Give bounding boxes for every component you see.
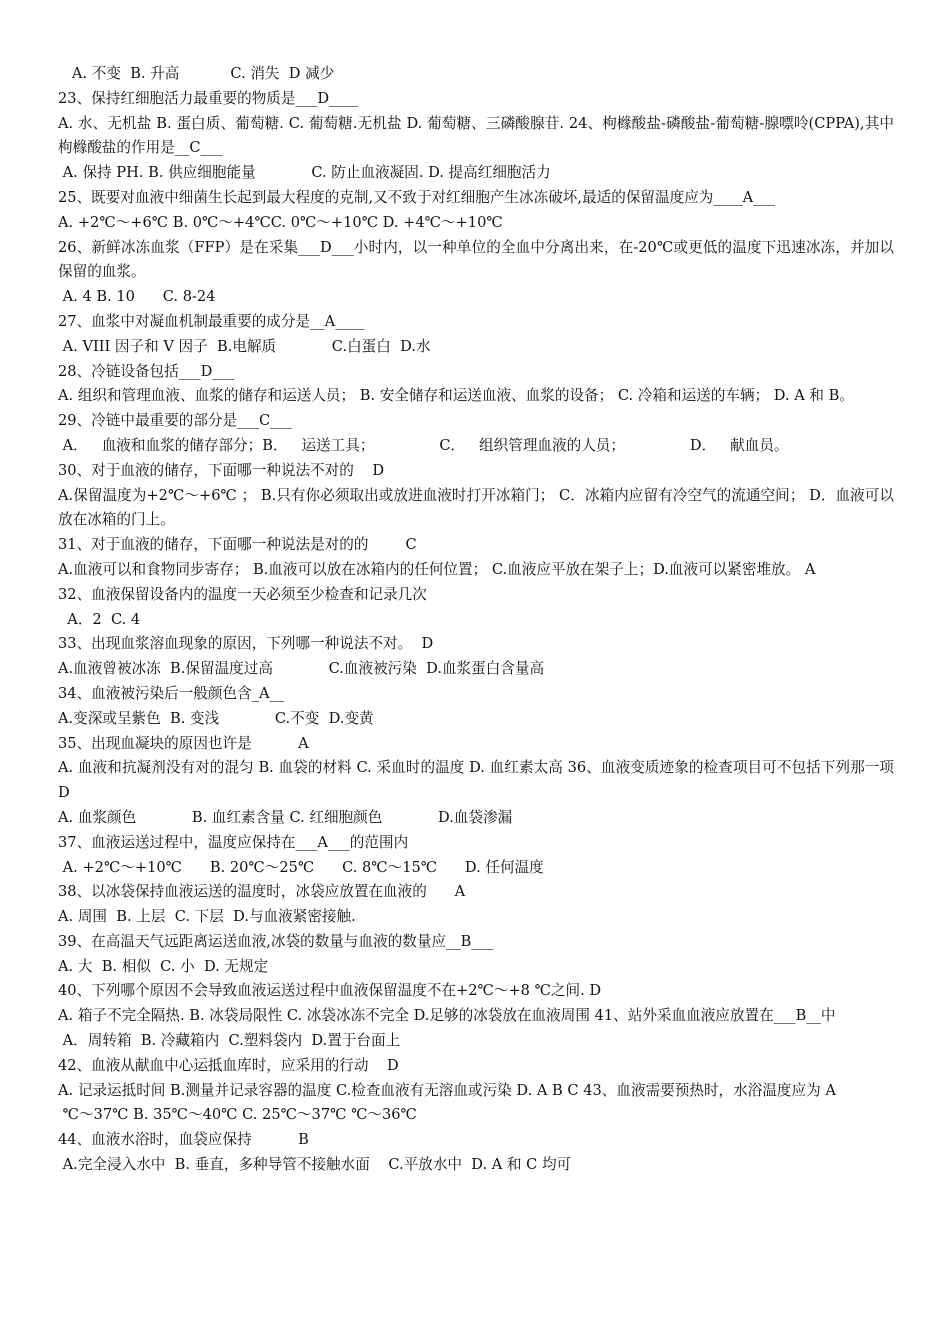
text-line: A. 血浆颜色 B. 血红素含量 C. 红细胞颜色 D.血袋渗漏 [58,808,513,826]
text-line: 35、出现血凝块的原因也许是 A [58,734,309,752]
text-line: A. 箱子不完全隔热. B. 冰袋局限性 C. 冰袋冰冻不完全 D.足够的冰袋放在血液周围 41、站外采血血液应放置在___B__中 [58,1007,836,1025]
text-line: A． 血液和血浆的储存部分；B． 运送工具； C． 组织管理血液的人员； D． 献血员。 [58,436,789,454]
text-line: 31、对于血液的储存，下面哪一种说法是对的的 C [58,536,417,554]
text-line: 30、对于血液的储存，下面哪一种说法不对的 D [58,461,385,479]
text-line: A. 血液和抗凝剂没有对的混匀 B. 血袋的材料 C. 采血时的温度 D. 血红素太高 36、血液变质迹象的检查项目可不包括下列那一项 D [58,759,894,802]
text-line: A.血液曾被冰冻 B.保留温度过高 C.血液被污染 D.血浆蛋白含量高 [58,660,545,678]
text-line: A.完全浸入水中 B. 垂直，多种导管不接触水面 C.平放水中 D. A 和 C 均可 [58,1156,572,1174]
text-line: A. 保持 PH. B. 供应细胞能量 C. 防止血液凝固. D. 提高红细胞活力 [58,164,551,182]
text-line: 32、血液保留设备内的温度一天必须至少检查和记录几次 [58,585,427,603]
text-line: 33、出现血浆溶血现象的原因，下列哪一种说法不对。 D [58,635,434,653]
text-line: A．周转箱 B. 冷藏箱内 C.塑料袋内 D.置于台面上 [58,1032,401,1050]
text-line: A．2 C. 4 [58,610,141,628]
text-line: A. +2℃～+10℃ B. 20℃～25℃ C. 8℃～15℃ D. 任何温度 [58,858,544,876]
text-line: A. 记录运抵时间 B.测量并记录容器的温度 C.检查血液有无溶血或污染 D. A B C 43、血液需要预热时，水浴温度应为 A [58,1081,836,1099]
text-line: 44、血液水浴时，血袋应保持 B [58,1131,309,1149]
text-line: A. +2℃～+6℃ B. 0℃～+4℃C. 0℃～+10℃ D. +4℃～+10℃ [58,213,503,231]
text-line: 37、血液运送过程中，温度应保持在___A___的范围内 [58,833,409,851]
text-line: A.变深或呈紫色 B. 变浅 C.不变 D.变黄 [58,709,374,727]
text-line: A. 组织和管理血液、血浆的储存和运送人员； B. 安全储存和运送血液、血浆的设备； C. 冷箱和运送的车辆； D. A 和 B。 [58,387,854,405]
text-line: 29、冷链中最重要的部分是___C___ [58,412,293,430]
text-line: 38、以冰袋保持血液运送的温度时，冰袋应放置在血液的 A [58,883,466,901]
text-line: A. VIII 因子和 V 因子 B.电解质 C.白蛋白 D.水 [58,337,431,355]
text-line: A.血液可以和食物同步寄存； B.血液可以放在冰箱内的任何位置； C.血液应平放在架子上；D.血液可以紧密堆放。 A [58,560,816,578]
text-line: 42、血液从献血中心运抵血库时，应采用的行动 D [58,1056,399,1074]
text-line: 40、下列哪个原因不会导致血液运送过程中血液保留温度不在+2℃～+8 ℃之间. D [58,982,602,1000]
text-line: ℃～37℃ B. 35℃～40℃ C. 25℃～37℃ ℃～36℃ [58,1106,417,1124]
text-line: 27、血浆中对凝血机制最重要的成分是__A____ [58,312,365,330]
document-page [58,62,894,1178]
text-line: 26、新鲜冰冻血浆（FFP）是在采集___D___小时内，以一种单位的全血中分离出来，在-20℃或更低的温度下迅速冰冻，并加以保留的血浆。 [58,238,894,281]
text-line: 23、保持红细胞活力最重要的物质是___D____ [58,89,359,107]
text-line: A. 水、无机盐 B. 蛋白质、葡萄糖. C. 葡萄糖.无机盐 D. 葡萄糖、三磷酸腺苷. 24、枸橼酸盐-磷酸盐-葡萄糖-腺嘌呤(CPPA),其中枸橼酸盐的作用是__C___ [58,114,894,157]
text-line: A. 大 B. 相似 C. 小 D. 无规定 [58,957,269,975]
text-line: A. 4 B. 10 C. 8-24 [58,288,216,306]
text-line: 34、血液被污染后一般颜色含_A__ [58,684,285,702]
text-line: A.保留温度为+2℃～+6℃ ； B.只有你必须取出或放进血液时打开冰箱门； C．冰箱内应留有冷空气的流通空间； D．血液可以放在冰箱的门上。 [58,486,894,529]
text-line: A. 周围 B. 上层 C. 下层 D.与血液紧密接触. [58,908,356,926]
text-line: A. 不变 B. 升高 C. 消失 D 减少 [58,65,335,82]
text-line: 28、冷链设备包括___D___ [58,362,235,380]
text-line: 39、在高温天气远距离运送血液,冰袋的数量与血液的数量应__B___ [58,932,494,950]
text-line: 25、既要对血液中细菌生长起到最大程度的克制,又不致于对红细胞产生冰冻破坏,最适的保留温度应为____A___ [58,188,776,206]
